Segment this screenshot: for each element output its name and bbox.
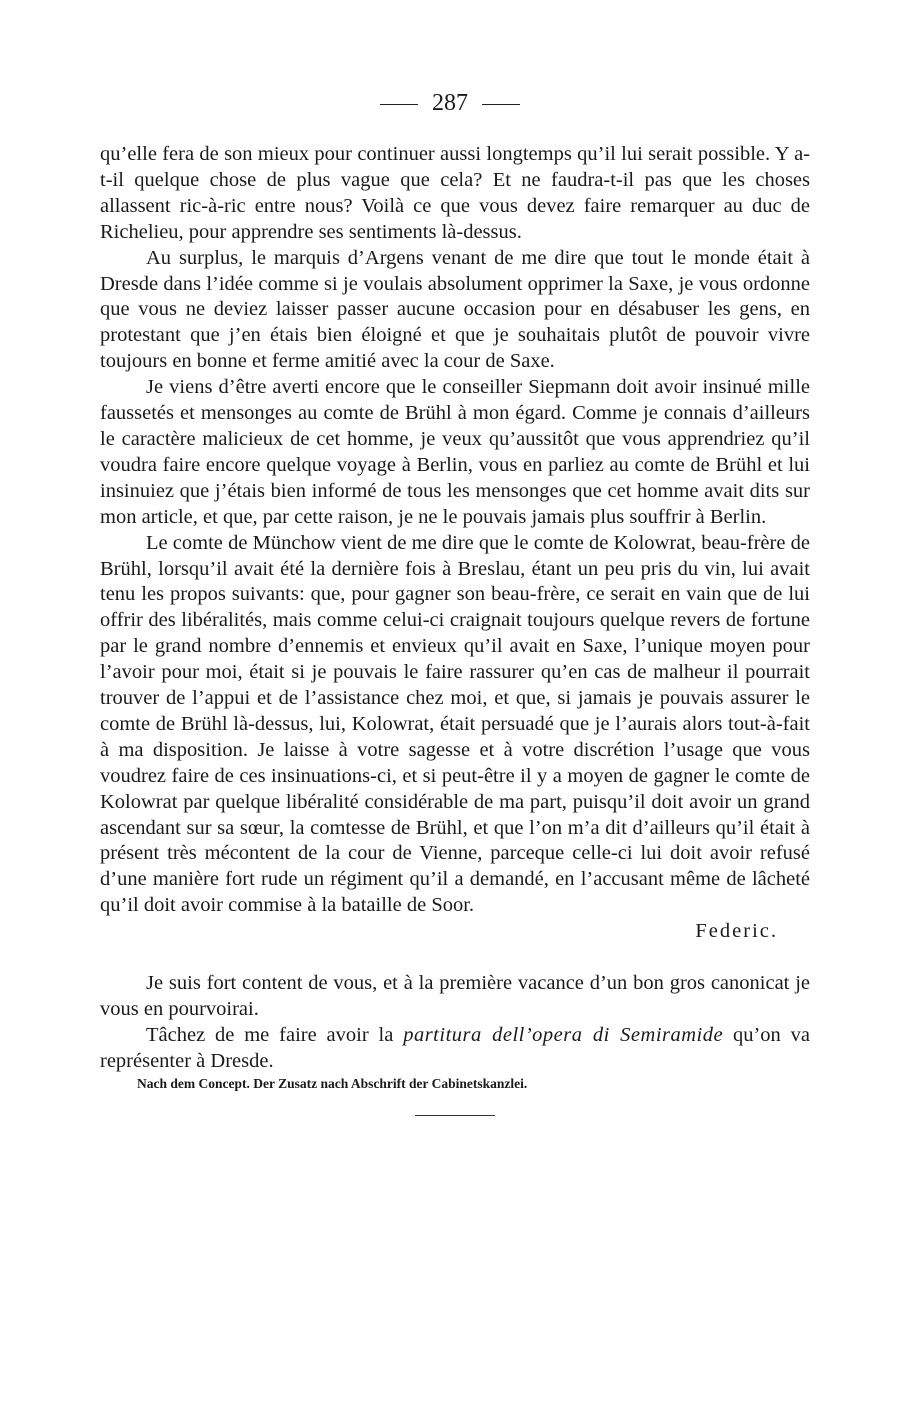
postscript-text-end: qu’on va représenter à Dresde. xyxy=(100,1023,811,1072)
letter-body xyxy=(100,142,810,1116)
header-dash-left xyxy=(380,104,418,105)
paragraph-continuation: qu’elle fera de son mieux pour continuer aussi longtemps qu’il lui serait possible. Y a-t-il quelque chose de plus vague que cela? Et ne faudra-t-il pas que les choses allassent ric-à-ric entre nous? Voilà ce que vous devez faire remarquer au duc de Richelieu, pour apprendre ses sentiments là-dessus. xyxy=(100,143,810,243)
header-dash-right xyxy=(482,104,520,105)
opera-title: partitura dell’opera di Semiramide xyxy=(403,1023,724,1046)
postscript-paragraph: Je suis fort content de vous, et à la première vacance d’un bon gros canonicat je vous en pourvoirai. xyxy=(100,972,810,1020)
paragraph: Je viens d’être averti encore que le conseiller Siepmann doit avoir insinué mille faussetés et mensonges au comte de Brühl à mon égard. Comme je connais d’ailleurs le caractère malicieux de cet homme, je veux qu’aussitôt que vous apprendriez qu’il voudra faire encore quelque voyage à Berlin, vous en parliez au comte de Brühl et lui insinuiez que j’étais bien informé de tous les mensonges que cet homme avait dits sur mon article, et que, par cette raison, je ne le pouvais jamais plus souffrir à Berlin. xyxy=(100,376,810,528)
postscript-paragraph-2 xyxy=(100,1023,810,1075)
page-header xyxy=(0,88,900,118)
end-rule xyxy=(415,1115,495,1116)
postscript-text-start: Tâchez de me faire avoir la xyxy=(146,1023,394,1046)
paragraph: Le comte de Münchow vient de me dire que le comte de Kolowrat, beau-frère de Brühl, lorsqu’il avait été la dernière fois à Breslau, étant un peu pris du vin, lui avait tenu les propos suivants: que, pour gagner son beau-frère, ce serait en vain que de lui offrir des libéralités, mais comme celui-ci craignait toujours quelque revers de fortune par le grand nombre d’ennemis et envieux qu’il avait en Saxe, l’unique moyen pour l’avoir pour moi, était si je pouvais le faire rassurer qu’en cas de malheur il pourrait trouver de l’appui et de l’assistance chez moi, et que, si jamais je pouvais assurer le comte de Brühl là-dessus, lui, Kolowrat, était persuadé que je l’aurais alors tout-à-fait à ma disposition. Je laisse à votre sagesse et à votre discrétion l’usage que vous voudrez faire de ces insinuations-ci, et si peut-être il y a moyen de gagner le comte de Kolowrat par quelque libéralité considérable de ma part, puisqu’il doit avoir un grand ascendant sur sa sœur, la comtesse de Brühl, et que l’on m’a dit d’ailleurs qu’il était à présent très mécontent de la cour de Vienne, parceque celle-ci lui doit avoir refusé d’une manière fort rude un régiment qu’il a demandé, en l’accusant même de lâcheté qu’il doit avoir commise à la bataille de Soor. xyxy=(100,531,810,917)
signature: Federic. xyxy=(695,920,778,943)
source-note: Nach dem Concept. Der Zusatz nach Abschrift der Cabinetskanzlei. xyxy=(137,1075,528,1091)
page-number: 287 xyxy=(432,90,468,116)
paragraph: Au surplus, le marquis d’Argens venant de me dire que tout le monde était à Dresde dans l’idée comme si je voulais absolument opprimer la Saxe, je vous ordonne que vous ne deviez laisser passer aucune occasion pour en désabuser les gens, en protestant que j’en étais bien éloigné et que je souhaitais plutôt de pouvoir vivre toujours en bonne et ferme amitié avec la cour de Saxe. xyxy=(100,246,810,373)
